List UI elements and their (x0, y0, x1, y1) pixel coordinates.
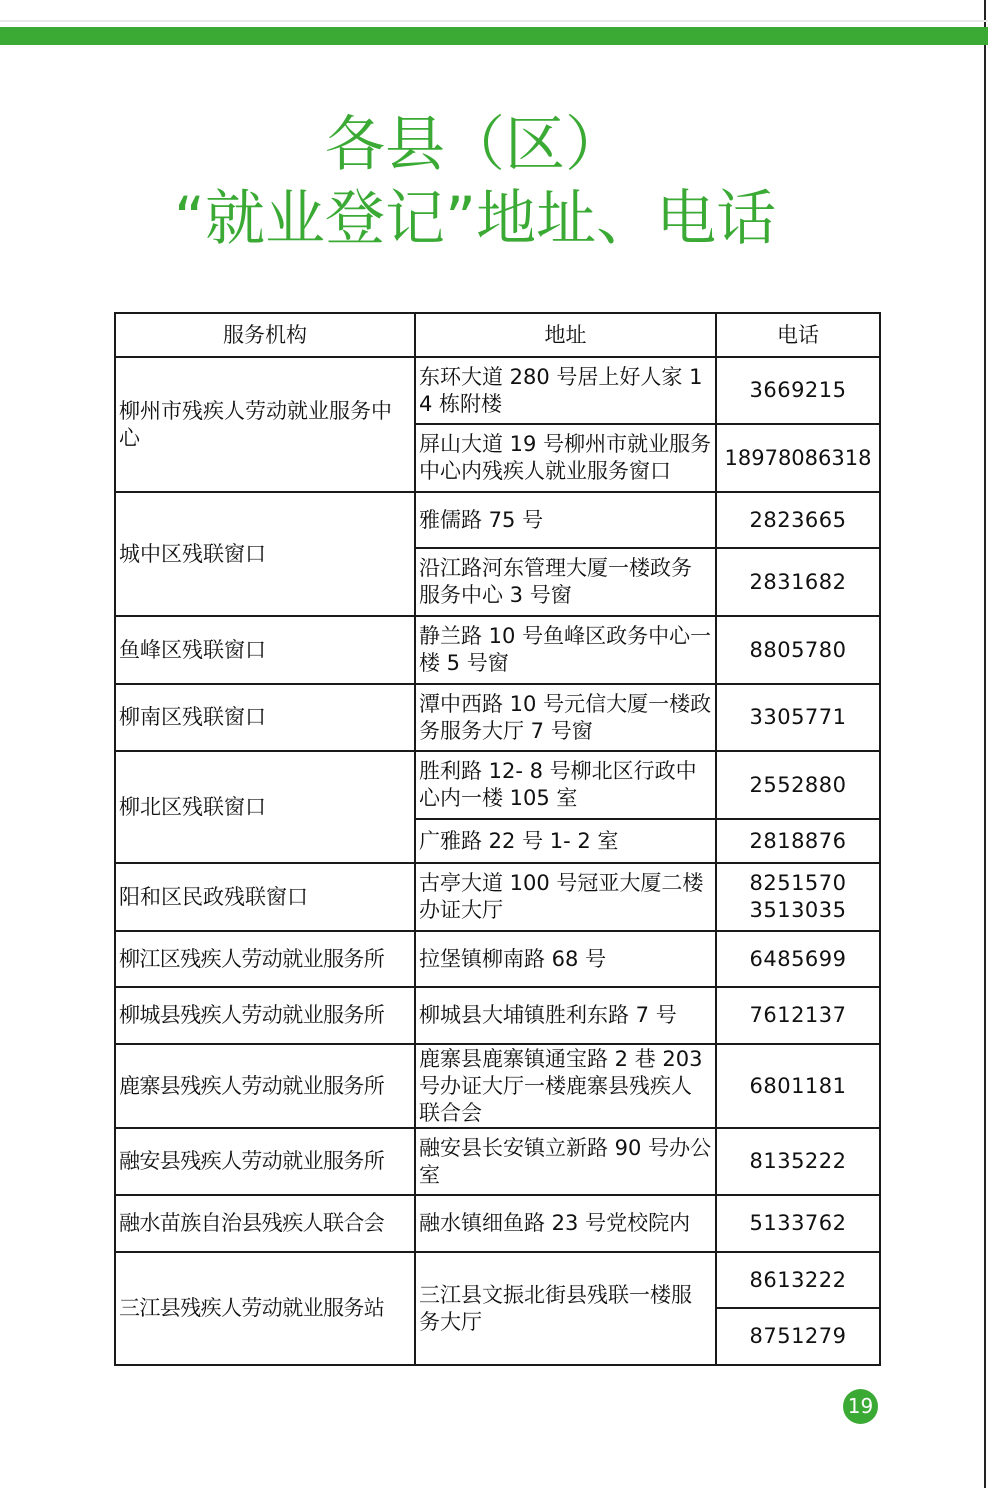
table-row (115, 751, 880, 819)
address-cell: 广雅路 22 号 1- 2 室 (415, 819, 716, 863)
org-cell: 柳南区残联窗口 (115, 684, 415, 751)
page-title-line1: 各县（区） (325, 110, 625, 180)
page-number-badge: 19 (843, 1389, 878, 1424)
address-cell: 三江县文振北街县残联一楼服务大厅 (415, 1252, 716, 1365)
table-row (115, 684, 880, 751)
table-row (115, 492, 880, 548)
address-cell: 潭中西路 10 号元信大厦一楼政务服务大厅 7 号窗 (415, 684, 716, 751)
table-row (115, 357, 880, 424)
address-cell: 胜利路 12- 8 号柳北区行政中心内一楼 105 室 (415, 751, 716, 819)
table-row (115, 931, 880, 987)
table-row (115, 1252, 880, 1308)
table-row (115, 616, 880, 684)
org-cell: 融水苗族自治县残疾人联合会 (115, 1195, 415, 1252)
org-cell: 融安县残疾人劳动就业服务所 (115, 1128, 415, 1195)
org-cell: 鹿寨县残疾人劳动就业服务所 (115, 1044, 415, 1128)
phone-cell: 2552880 (716, 751, 880, 819)
address-cell: 融水镇细鱼路 23 号党校院内 (415, 1195, 716, 1252)
phone-cell: 2818876 (716, 819, 880, 863)
address-cell: 东环大道 280 号居上好人家 14 栋附楼 (415, 357, 716, 424)
address-cell: 静兰路 10 号鱼峰区政务中心一楼 5 号窗 (415, 616, 716, 684)
address-cell: 柳城县大埔镇胜利东路 7 号 (415, 987, 716, 1044)
phone-cell: 6485699 (716, 931, 880, 987)
header-phone: 电话 (716, 313, 880, 357)
phone-cell: 2823665 (716, 492, 880, 548)
header-green-bar (0, 27, 988, 45)
phone-number-primary: 8251570 (749, 871, 847, 895)
phone-cell: 5133762 (716, 1195, 880, 1252)
phone-cell: 18978086318 (716, 424, 880, 492)
org-cell: 柳州市残疾人劳动就业服务中心 (115, 357, 415, 492)
phone-cell: 6801181 (716, 1044, 880, 1128)
table-row (115, 1128, 880, 1195)
top-rule (0, 20, 988, 22)
org-cell: 阳和区民政残联窗口 (115, 863, 415, 931)
address-cell: 屏山大道 19 号柳州市就业服务中心内残疾人就业服务窗口 (415, 424, 716, 492)
table-row (115, 863, 880, 931)
org-cell: 三江县残疾人劳动就业服务站 (115, 1252, 415, 1365)
table-header-row (115, 313, 880, 357)
phone-cell: 2831682 (716, 548, 880, 616)
org-cell: 柳城县残疾人劳动就业服务所 (115, 987, 415, 1044)
address-cell: 沿江路河东管理大厦一楼政务服务中心 3 号窗 (415, 548, 716, 616)
service-directory-table (114, 312, 881, 1366)
org-cell: 柳北区残联窗口 (115, 751, 415, 863)
phone-cell (716, 863, 880, 931)
address-cell: 拉堡镇柳南路 68 号 (415, 931, 716, 987)
phone-cell: 8751279 (716, 1308, 880, 1365)
org-cell: 柳江区残疾人劳动就业服务所 (115, 931, 415, 987)
phone-cell: 3305771 (716, 684, 880, 751)
table-row (115, 1195, 880, 1252)
address-cell: 鹿寨县鹿寨镇通宝路 2 巷 203 号办证大厅一楼鹿寨县残疾人联合会 (415, 1044, 716, 1128)
page-title-line2: “就业登记”地址、电话 (173, 184, 777, 254)
address-cell: 古亭大道 100 号冠亚大厦二楼办证大厅 (415, 863, 716, 931)
table-row (115, 1044, 880, 1128)
address-cell: 融安县长安镇立新路 90 号办公室 (415, 1128, 716, 1195)
header-address: 地址 (415, 313, 716, 357)
phone-cell: 7612137 (716, 987, 880, 1044)
address-cell: 雅儒路 75 号 (415, 492, 716, 548)
phone-cell: 8805780 (716, 616, 880, 684)
phone-cell: 8135222 (716, 1128, 880, 1195)
phone-number-secondary: 3513035 (749, 898, 847, 922)
table-row (115, 987, 880, 1044)
org-cell: 城中区残联窗口 (115, 492, 415, 616)
org-cell: 鱼峰区残联窗口 (115, 616, 415, 684)
phone-cell: 8613222 (716, 1252, 880, 1308)
phone-cell: 3669215 (716, 357, 880, 424)
header-org: 服务机构 (115, 313, 415, 357)
